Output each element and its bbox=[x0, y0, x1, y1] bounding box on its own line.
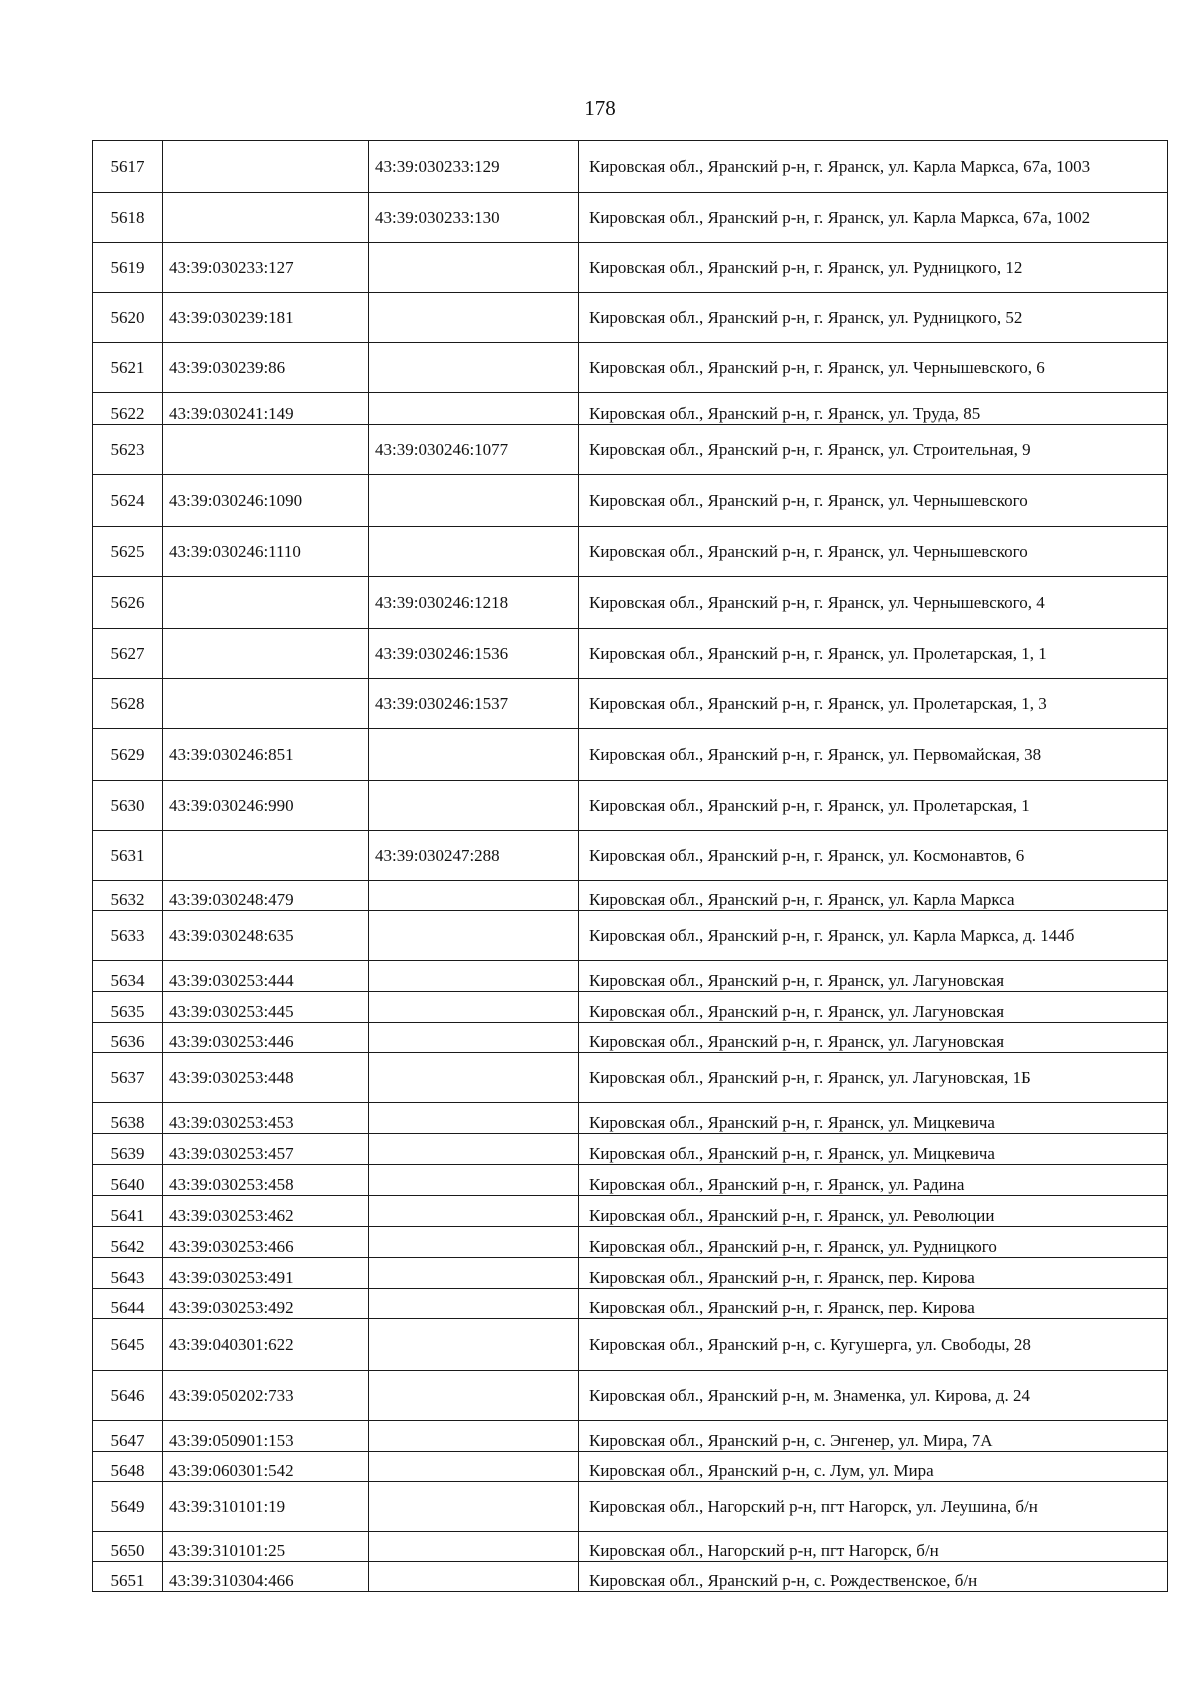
row-number-cell: 5644 bbox=[93, 1289, 163, 1319]
cadastral-number-alt-cell bbox=[369, 781, 579, 831]
address-cell: Кировская обл., Яранский р-н, г. Яранск, ул. Мицкевича bbox=[579, 1103, 1168, 1134]
table-row bbox=[93, 961, 1168, 992]
table-row bbox=[93, 243, 1168, 293]
cadastral-number-alt-cell: 43:39:030246:1536 bbox=[369, 629, 579, 679]
cadastral-number-cell bbox=[163, 425, 369, 475]
cadastral-number-alt-cell bbox=[369, 1165, 579, 1196]
cadastral-number-cell: 43:39:030253:491 bbox=[163, 1258, 369, 1289]
cadastral-number-cell: 43:39:050901:153 bbox=[163, 1421, 369, 1452]
row-number-cell: 5643 bbox=[93, 1258, 163, 1289]
address-cell: Кировская обл., Яранский р-н, с. Рождественское, б/н bbox=[579, 1562, 1168, 1592]
table-row bbox=[93, 992, 1168, 1023]
row-number-cell: 5622 bbox=[93, 393, 163, 425]
address-cell: Кировская обл., Яранский р-н, г. Яранск, ул. Лагуновская bbox=[579, 961, 1168, 992]
property-registry-table bbox=[92, 140, 1168, 1592]
cadastral-number-cell: 43:39:310304:466 bbox=[163, 1562, 369, 1592]
table-row bbox=[93, 1562, 1168, 1592]
table-row bbox=[93, 781, 1168, 831]
row-number-cell: 5637 bbox=[93, 1053, 163, 1103]
cadastral-number-alt-cell bbox=[369, 1562, 579, 1592]
cadastral-number-cell: 43:39:030239:181 bbox=[163, 293, 369, 343]
address-cell: Кировская обл., Яранский р-н, м. Знаменка, ул. Кирова, д. 24 bbox=[579, 1371, 1168, 1421]
row-number-cell: 5631 bbox=[93, 831, 163, 881]
cadastral-number-alt-cell bbox=[369, 393, 579, 425]
address-cell: Кировская обл., Яранский р-н, г. Яранск, ул. Радина bbox=[579, 1165, 1168, 1196]
address-cell: Кировская обл., Яранский р-н, г. Яранск, ул. Труда, 85 bbox=[579, 393, 1168, 425]
table-row bbox=[93, 1319, 1168, 1371]
row-number-cell: 5626 bbox=[93, 577, 163, 629]
address-cell: Кировская обл., Яранский р-н, г. Яранск, ул. Лагуновская bbox=[579, 992, 1168, 1023]
cadastral-number-alt-cell bbox=[369, 992, 579, 1023]
address-cell: Кировская обл., Яранский р-н, г. Яранск, ул. Первомайская, 38 bbox=[579, 729, 1168, 781]
address-cell: Кировская обл., Яранский р-н, г. Яранск, ул. Карла Маркса bbox=[579, 881, 1168, 911]
row-number-cell: 5638 bbox=[93, 1103, 163, 1134]
cadastral-number-cell bbox=[163, 679, 369, 729]
row-number-cell: 5642 bbox=[93, 1227, 163, 1258]
cadastral-number-cell: 43:39:030248:479 bbox=[163, 881, 369, 911]
row-number-cell: 5649 bbox=[93, 1482, 163, 1532]
cadastral-number-alt-cell bbox=[369, 343, 579, 393]
address-cell: Кировская обл., Яранский р-н, г. Яранск, ул. Пролетарская, 1 bbox=[579, 781, 1168, 831]
address-cell: Кировская обл., Яранский р-н, г. Яранск, пер. Кирова bbox=[579, 1289, 1168, 1319]
cadastral-number-alt-cell bbox=[369, 1196, 579, 1227]
row-number-cell: 5617 bbox=[93, 141, 163, 193]
row-number-cell: 5646 bbox=[93, 1371, 163, 1421]
table-row bbox=[93, 577, 1168, 629]
table-row bbox=[93, 679, 1168, 729]
cadastral-number-cell: 43:39:030253:466 bbox=[163, 1227, 369, 1258]
cadastral-number-cell: 43:39:030239:86 bbox=[163, 343, 369, 393]
cadastral-number-cell: 43:39:310101:25 bbox=[163, 1532, 369, 1562]
address-cell: Кировская обл., Яранский р-н, г. Яранск, ул. Строительная, 9 bbox=[579, 425, 1168, 475]
row-number-cell: 5651 bbox=[93, 1562, 163, 1592]
cadastral-number-alt-cell: 43:39:030233:129 bbox=[369, 141, 579, 193]
address-cell: Кировская обл., Яранский р-н, г. Яранск, ул. Пролетарская, 1, 3 bbox=[579, 679, 1168, 729]
address-cell: Кировская обл., Яранский р-н, г. Яранск, ул. Революции bbox=[579, 1196, 1168, 1227]
row-number-cell: 5620 bbox=[93, 293, 163, 343]
address-cell: Кировская обл., Яранский р-н, г. Яранск, ул. Чернышевского, 6 bbox=[579, 343, 1168, 393]
cadastral-number-alt-cell bbox=[369, 1452, 579, 1482]
cadastral-number-cell bbox=[163, 831, 369, 881]
table-row bbox=[93, 1421, 1168, 1452]
table-row bbox=[93, 1452, 1168, 1482]
table-row bbox=[93, 881, 1168, 911]
table-row bbox=[93, 831, 1168, 881]
table-row bbox=[93, 729, 1168, 781]
row-number-cell: 5641 bbox=[93, 1196, 163, 1227]
cadastral-number-cell: 43:39:030233:127 bbox=[163, 243, 369, 293]
cadastral-number-alt-cell bbox=[369, 1134, 579, 1165]
address-cell: Кировская обл., Яранский р-н, г. Яранск, ул. Рудницкого bbox=[579, 1227, 1168, 1258]
table-row bbox=[93, 141, 1168, 193]
row-number-cell: 5636 bbox=[93, 1023, 163, 1053]
cadastral-number-alt-cell: 43:39:030246:1077 bbox=[369, 425, 579, 475]
cadastral-number-alt-cell bbox=[369, 1053, 579, 1103]
cadastral-number-cell: 43:39:030246:990 bbox=[163, 781, 369, 831]
cadastral-number-cell: 43:39:030248:635 bbox=[163, 911, 369, 961]
row-number-cell: 5647 bbox=[93, 1421, 163, 1452]
address-cell: Кировская обл., Яранский р-н, г. Яранск, ул. Карла Маркса, 67а, 1002 bbox=[579, 193, 1168, 243]
address-cell: Кировская обл., Яранский р-н, г. Яранск, ул. Лагуновская bbox=[579, 1023, 1168, 1053]
cadastral-number-alt-cell bbox=[369, 1482, 579, 1532]
row-number-cell: 5627 bbox=[93, 629, 163, 679]
row-number-cell: 5632 bbox=[93, 881, 163, 911]
cadastral-number-cell: 43:39:030246:1110 bbox=[163, 527, 369, 577]
row-number-cell: 5635 bbox=[93, 992, 163, 1023]
table-row bbox=[93, 425, 1168, 475]
address-cell: Кировская обл., Яранский р-н, г. Яранск, ул. Рудницкого, 12 bbox=[579, 243, 1168, 293]
table-row bbox=[93, 1134, 1168, 1165]
cadastral-number-cell: 43:39:060301:542 bbox=[163, 1452, 369, 1482]
cadastral-number-alt-cell bbox=[369, 1289, 579, 1319]
row-number-cell: 5648 bbox=[93, 1452, 163, 1482]
cadastral-number-cell: 43:39:030253:492 bbox=[163, 1289, 369, 1319]
address-cell: Кировская обл., Яранский р-н, г. Яранск, ул. Мицкевича bbox=[579, 1134, 1168, 1165]
address-cell: Кировская обл., Яранский р-н, с. Энгенер, ул. Мира, 7А bbox=[579, 1421, 1168, 1452]
cadastral-number-cell: 43:39:030253:445 bbox=[163, 992, 369, 1023]
table-row bbox=[93, 629, 1168, 679]
cadastral-number-alt-cell bbox=[369, 1258, 579, 1289]
table-row bbox=[93, 1023, 1168, 1053]
cadastral-number-cell: 43:39:030253:462 bbox=[163, 1196, 369, 1227]
table-row bbox=[93, 1053, 1168, 1103]
row-number-cell: 5633 bbox=[93, 911, 163, 961]
address-cell: Кировская обл., Яранский р-н, г. Яранск, ул. Чернышевского bbox=[579, 475, 1168, 527]
cadastral-number-cell: 43:39:310101:19 bbox=[163, 1482, 369, 1532]
table-row bbox=[93, 293, 1168, 343]
cadastral-number-cell: 43:39:030253:448 bbox=[163, 1053, 369, 1103]
cadastral-number-cell: 43:39:040301:622 bbox=[163, 1319, 369, 1371]
table-row bbox=[93, 193, 1168, 243]
cadastral-number-cell: 43:39:050202:733 bbox=[163, 1371, 369, 1421]
cadastral-number-alt-cell bbox=[369, 243, 579, 293]
address-cell: Кировская обл., Яранский р-н, г. Яранск, ул. Чернышевского, 4 bbox=[579, 577, 1168, 629]
page-number: 178 bbox=[584, 96, 616, 120]
cadastral-number-cell bbox=[163, 193, 369, 243]
table-row bbox=[93, 1103, 1168, 1134]
table-row bbox=[93, 1289, 1168, 1319]
address-cell: Кировская обл., Яранский р-н, г. Яранск, ул. Рудницкого, 52 bbox=[579, 293, 1168, 343]
row-number-cell: 5645 bbox=[93, 1319, 163, 1371]
cadastral-number-alt-cell: 43:39:030233:130 bbox=[369, 193, 579, 243]
cadastral-number-cell bbox=[163, 629, 369, 679]
address-cell: Кировская обл., Нагорский р-н, пгт Нагорск, ул. Леушина, б/н bbox=[579, 1482, 1168, 1532]
table-row bbox=[93, 1196, 1168, 1227]
table-row bbox=[93, 343, 1168, 393]
table-row bbox=[93, 1482, 1168, 1532]
table-row bbox=[93, 475, 1168, 527]
cadastral-number-cell: 43:39:030241:149 bbox=[163, 393, 369, 425]
cadastral-number-alt-cell bbox=[369, 729, 579, 781]
address-cell: Кировская обл., Яранский р-н, г. Яранск, ул. Карла Маркса, д. 144б bbox=[579, 911, 1168, 961]
address-cell: Кировская обл., Яранский р-н, г. Яранск, ул. Карла Маркса, 67а, 1003 bbox=[579, 141, 1168, 193]
row-number-cell: 5650 bbox=[93, 1532, 163, 1562]
row-number-cell: 5640 bbox=[93, 1165, 163, 1196]
cadastral-number-alt-cell bbox=[369, 1227, 579, 1258]
cadastral-number-alt-cell bbox=[369, 527, 579, 577]
cadastral-number-alt-cell bbox=[369, 293, 579, 343]
row-number-cell: 5618 bbox=[93, 193, 163, 243]
cadastral-number-alt-cell bbox=[369, 1371, 579, 1421]
cadastral-number-cell bbox=[163, 141, 369, 193]
table-row bbox=[93, 1258, 1168, 1289]
cadastral-number-alt-cell bbox=[369, 1023, 579, 1053]
cadastral-number-cell: 43:39:030253:457 bbox=[163, 1134, 369, 1165]
cadastral-number-cell bbox=[163, 577, 369, 629]
cadastral-number-alt-cell: 43:39:030247:288 bbox=[369, 831, 579, 881]
row-number-cell: 5634 bbox=[93, 961, 163, 992]
cadastral-number-alt-cell: 43:39:030246:1537 bbox=[369, 679, 579, 729]
cadastral-number-cell: 43:39:030246:851 bbox=[163, 729, 369, 781]
cadastral-number-alt-cell bbox=[369, 961, 579, 992]
table-row bbox=[93, 1532, 1168, 1562]
cadastral-number-alt-cell bbox=[369, 1421, 579, 1452]
table-row bbox=[93, 1371, 1168, 1421]
row-number-cell: 5630 bbox=[93, 781, 163, 831]
address-cell: Кировская обл., Яранский р-н, г. Яранск, пер. Кирова bbox=[579, 1258, 1168, 1289]
address-cell: Кировская обл., Нагорский р-н, пгт Нагорск, б/н bbox=[579, 1532, 1168, 1562]
row-number-cell: 5624 bbox=[93, 475, 163, 527]
cadastral-number-alt-cell bbox=[369, 911, 579, 961]
row-number-cell: 5625 bbox=[93, 527, 163, 577]
cadastral-number-alt-cell bbox=[369, 1532, 579, 1562]
cadastral-number-alt-cell bbox=[369, 475, 579, 527]
cadastral-number-cell: 43:39:030253:453 bbox=[163, 1103, 369, 1134]
row-number-cell: 5629 bbox=[93, 729, 163, 781]
address-cell: Кировская обл., Яранский р-н, г. Яранск, ул. Пролетарская, 1, 1 bbox=[579, 629, 1168, 679]
row-number-cell: 5619 bbox=[93, 243, 163, 293]
cadastral-number-cell: 43:39:030246:1090 bbox=[163, 475, 369, 527]
cadastral-number-cell: 43:39:030253:444 bbox=[163, 961, 369, 992]
table-row bbox=[93, 393, 1168, 425]
table-row bbox=[93, 527, 1168, 577]
row-number-cell: 5639 bbox=[93, 1134, 163, 1165]
row-number-cell: 5623 bbox=[93, 425, 163, 475]
address-cell: Кировская обл., Яранский р-н, г. Яранск, ул. Космонавтов, 6 bbox=[579, 831, 1168, 881]
row-number-cell: 5621 bbox=[93, 343, 163, 393]
table-row bbox=[93, 1165, 1168, 1196]
cadastral-number-alt-cell: 43:39:030246:1218 bbox=[369, 577, 579, 629]
cadastral-number-alt-cell bbox=[369, 1319, 579, 1371]
address-cell: Кировская обл., Яранский р-н, г. Яранск, ул. Чернышевского bbox=[579, 527, 1168, 577]
table-row bbox=[93, 1227, 1168, 1258]
address-cell: Кировская обл., Яранский р-н, г. Яранск, ул. Лагуновская, 1Б bbox=[579, 1053, 1168, 1103]
address-cell: Кировская обл., Яранский р-н, с. Лум, ул. Мира bbox=[579, 1452, 1168, 1482]
table-row bbox=[93, 911, 1168, 961]
cadastral-number-cell: 43:39:030253:446 bbox=[163, 1023, 369, 1053]
cadastral-number-cell: 43:39:030253:458 bbox=[163, 1165, 369, 1196]
row-number-cell: 5628 bbox=[93, 679, 163, 729]
cadastral-number-alt-cell bbox=[369, 1103, 579, 1134]
registry-body bbox=[93, 141, 1168, 1592]
cadastral-number-alt-cell bbox=[369, 881, 579, 911]
address-cell: Кировская обл., Яранский р-н, с. Кугушерга, ул. Свободы, 28 bbox=[579, 1319, 1168, 1371]
